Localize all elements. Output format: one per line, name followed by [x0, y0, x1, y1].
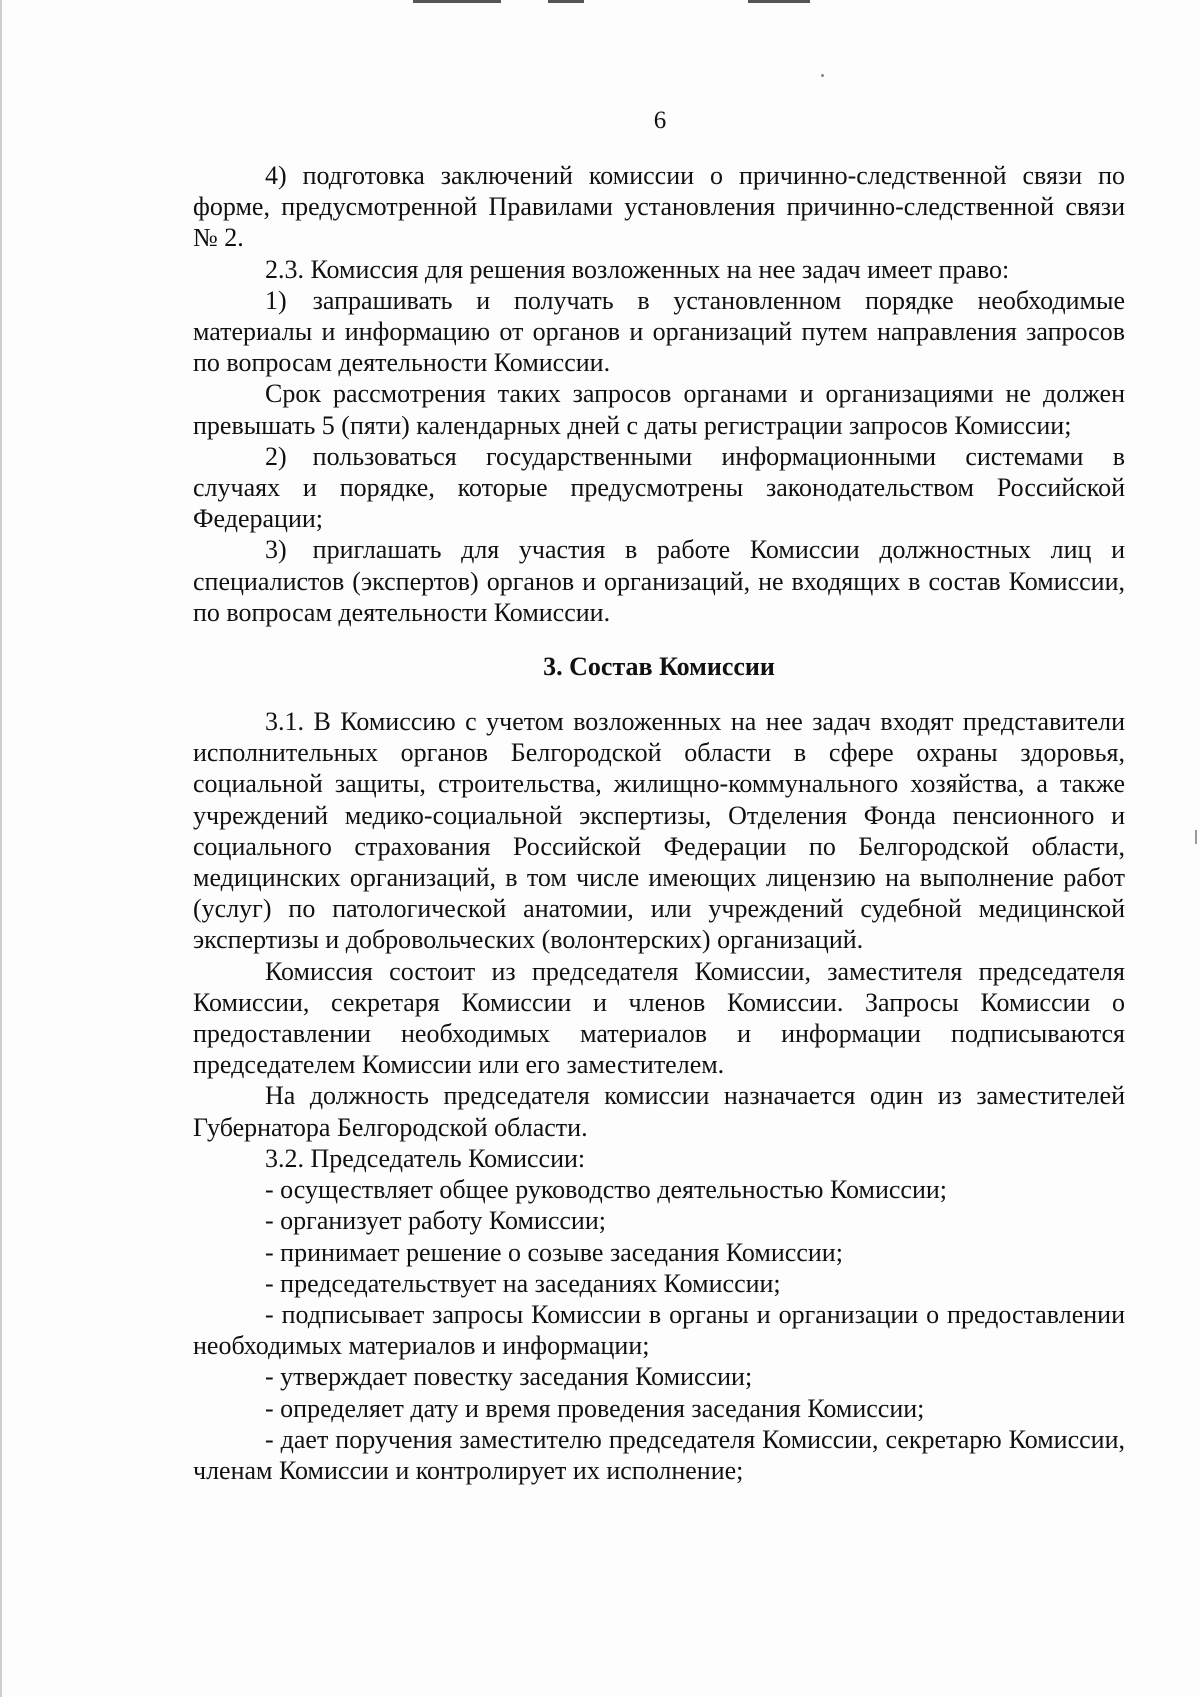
document-body [193, 160, 1125, 1486]
paragraph-chair-appointment: На должность председателя комиссии назначается один из заместителей Губернатора Белгородской области. [193, 1081, 1125, 1142]
scan-speck [1195, 830, 1197, 844]
page-number: 6 [653, 107, 667, 134]
scan-speck [821, 74, 824, 77]
duty-item: - определяет дату и время проведения заседания Комиссии; [265, 1393, 925, 1423]
paragraph-3-1: 3.1. В Комиссию с учетом возложенных на нее задач входят представители исполнительных органов Белгородской области в сфере охраны здоровья, социальной защиты, строительства, жилищно-коммунального хозяйства, а также учреждений медико-социальной экспертизы, Отделения Фонда пенсионного и социального страхования Российской Федерации по Белгородской области, медицинских организаций, в том числе имеющих лицензию на выполнение работ (услуг) по патологической анатомии, или учреждений судебной медицинской экспертизы и добровольческих (волонтерских) организаций. [193, 707, 1125, 955]
section-3-heading: 3. Состав Комиссии [543, 652, 775, 682]
scan-left-edge [0, 0, 2, 1697]
scan-top-mark [413, 0, 501, 3]
paragraph-right-1: 1) запрашивать и получать в установленном порядке необходимые материалы и информацию от органов и организаций путем направления запросов по вопросам деятельности Комиссии. [193, 285, 1125, 378]
paragraph-right-3: 3) приглашать для участия в работе Комиссии должностных лиц и специалистов (экспертов) органов и организаций, не входящих в состав Комиссии, по вопросам деятельности Комиссии. [193, 535, 1125, 627]
paragraph-composition: Комиссия состоит из председателя Комиссии, заместителя председателя Комиссии, секретаря Комиссии и членов Комиссии. Запросы Комиссии о предоставлении необходимых материалов и информации подписываются председателем Комиссии или его заместителем. [193, 956, 1125, 1080]
duty-item: - утверждает повестку заседания Комиссии; [265, 1362, 753, 1392]
paragraph-3-2-intro: 3.2. Председатель Комиссии: [265, 1143, 586, 1173]
scan-top-mark [548, 0, 584, 3]
duty-item: - подписывает запросы Комиссии в органы и организации о предоставлении необходимых материалов и информации; [193, 1299, 1125, 1361]
paragraph-right-1-term: Срок рассмотрения таких запросов органами и организациями не должен превышать 5 (пяти) календарных дней с даты регистрации запросов Комиссии; [193, 379, 1125, 440]
duty-item: - председательствует на заседаниях Комиссии; [265, 1268, 781, 1298]
paragraph-2-3-intro: 2.3. Комиссия для решения возложенных на нее задач имеет право: [265, 254, 1010, 284]
duty-item: - осуществляет общее руководство деятельностью Комиссии; [265, 1175, 948, 1205]
duty-item: - принимает решение о созыве заседания Комиссии; [265, 1237, 843, 1267]
paragraph-item-4: 4) подготовка заключений комиссии о причинно-следственной связи по форме, предусмотренной Правилами установления причинно-следственной связи № 2. [193, 161, 1125, 253]
duty-item: - организует работу Комиссии; [265, 1206, 606, 1236]
paragraph-right-2: 2) пользоваться государственными информационными системами в случаях и порядке, которые предусмотрены законодательством Российской Федерации; [193, 441, 1125, 534]
duty-item: - дает поручения заместителю председателя Комиссии, секретарю Комиссии, членам Комиссии и контролирует их исполнение; [193, 1424, 1125, 1485]
scan-top-mark [748, 0, 810, 3]
